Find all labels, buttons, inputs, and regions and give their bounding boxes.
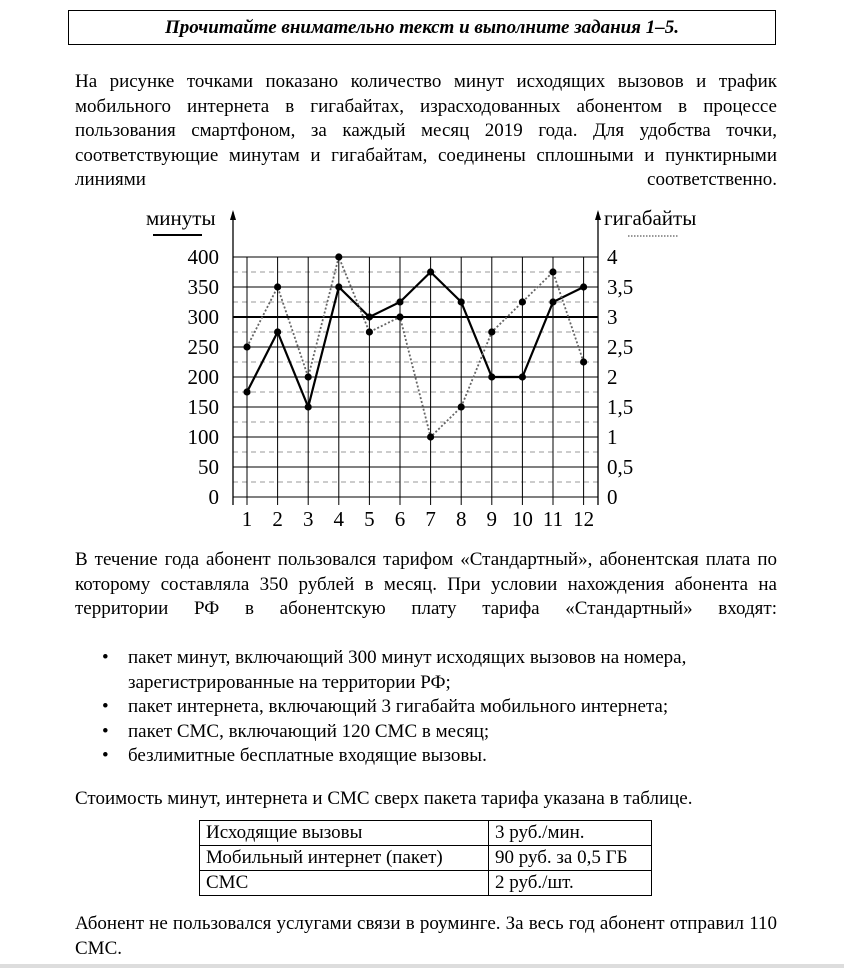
data-point: [549, 268, 556, 275]
data-point: [335, 253, 342, 260]
data-point: [274, 328, 281, 335]
y-left-tick-label: 350: [187, 275, 219, 299]
data-point: [427, 268, 434, 275]
data-point: [396, 298, 403, 305]
data-point: [305, 373, 312, 380]
chart: [140, 200, 720, 535]
final-paragraph: Абонент не пользовался услугами связи в роуминге. За весь год абонент отправил 110 СМС.: [75, 913, 777, 959]
y-left-tick-label: 200: [187, 365, 219, 389]
data-point: [335, 283, 342, 290]
y-left-tick-label: 300: [187, 305, 219, 329]
task-title: Прочитайте внимательно текст и выполните задания 1–5.: [68, 10, 776, 45]
y-right-tick-label: 2: [607, 365, 618, 389]
data-point: [274, 283, 281, 290]
x-tick-label: 8: [455, 507, 467, 531]
table-cell: 2 руб./шт.: [489, 871, 652, 896]
list-item: • пакет интернета, включающий 3 гигабайта мобильного интернета;: [100, 695, 780, 720]
y-left-label: минуты: [146, 206, 216, 230]
list-item: • безлимитные бесплатные входящие вызовы.: [100, 744, 780, 769]
table-cell: 90 руб. за 0,5 ГБ: [489, 846, 652, 871]
x-tick-label: 12: [573, 507, 595, 531]
data-point: [243, 343, 250, 350]
tariff-paragraph: В течение года абонент пользовался тарифом «Стандартный», абонентская плата по которому составляла 350 рублей в месяц. При условии нахождения абонента на территории РФ в абонентскую плату тарифа «Стандартный» входят:: [75, 549, 777, 619]
x-tick-label: 5: [364, 507, 375, 531]
y-right-label: гигабайты: [604, 206, 697, 230]
x-tick-label: 4: [333, 507, 345, 531]
x-tick-label: 11: [542, 507, 564, 531]
data-point: [488, 373, 495, 380]
y-right-tick-label: 1: [607, 425, 618, 449]
x-tick-label: 1: [241, 507, 253, 531]
data-point: [243, 388, 250, 395]
table-row: [200, 871, 652, 896]
y-right-tick-label: 3,5: [607, 275, 634, 299]
series-line-минуты: [247, 272, 584, 407]
y-left-tick-label: 0: [208, 485, 219, 509]
included-list: [100, 646, 780, 769]
table-cell: Мобильный интернет (пакет): [200, 846, 489, 871]
left-axis-arrow-icon: [230, 210, 236, 220]
x-tick-label: 7: [425, 507, 436, 531]
x-tick-label: 2: [272, 507, 283, 531]
y-right-tick-label: 2,5: [607, 335, 634, 359]
data-point: [427, 433, 434, 440]
y-right-tick-label: 1,5: [607, 395, 634, 419]
data-point: [580, 358, 587, 365]
y-right-tick-label: 0,5: [607, 455, 634, 479]
data-point: [580, 283, 587, 290]
table-cell: 3 руб./мин.: [489, 821, 652, 846]
cost-paragraph: Стоимость минут, интернета и СМС сверх пакета тарифа указана в таблице.: [75, 788, 693, 809]
intro-paragraph: На рисунке точками показано количество минут исходящих вызовов и трафик мобильного интернета в гигабайтах, израсходованных абонентом в процессе пользования смартфоном, за каждый месяц 2019 года. Для удобства точки, соответствующие минутам и гигабайтам, соединены сплошными и пунктирными линиями соответственно.: [75, 71, 777, 190]
data-point: [488, 328, 495, 335]
data-point: [458, 403, 465, 410]
y-right-tick-label: 4: [607, 245, 618, 269]
y-left-tick-label: 400: [187, 245, 219, 269]
data-point: [458, 298, 465, 305]
table-row: [200, 846, 652, 871]
right-axis-arrow-icon: [595, 210, 601, 220]
price-table: [199, 820, 652, 896]
data-point: [519, 373, 526, 380]
y-left-tick-label: 250: [187, 335, 219, 359]
data-point: [366, 328, 373, 335]
y-left-tick-label: 150: [187, 395, 219, 419]
x-tick-label: 10: [511, 507, 533, 531]
data-point: [549, 298, 556, 305]
table-row: [200, 821, 652, 846]
divider: [0, 964, 844, 968]
table-cell: СМС: [200, 871, 489, 896]
data-point: [396, 313, 403, 320]
data-point: [519, 298, 526, 305]
x-tick-label: 9: [486, 507, 498, 531]
data-point: [366, 313, 373, 320]
list-item: • пакет СМС, включающий 120 СМС в месяц;: [100, 720, 780, 745]
table-cell: Исходящие вызовы: [200, 821, 489, 846]
x-tick-label: 3: [302, 507, 314, 531]
y-right-tick-label: 0: [607, 485, 618, 509]
y-left-tick-label: 100: [187, 425, 219, 449]
y-left-tick-label: 50: [198, 455, 219, 479]
x-tick-label: 6: [394, 507, 406, 531]
y-right-tick-label: 3: [607, 305, 618, 329]
list-item: • пакет минут, включающий 300 минут исходящих вызовов на номера, зарегистрированные на территории РФ;: [100, 646, 780, 695]
data-point: [305, 403, 312, 410]
